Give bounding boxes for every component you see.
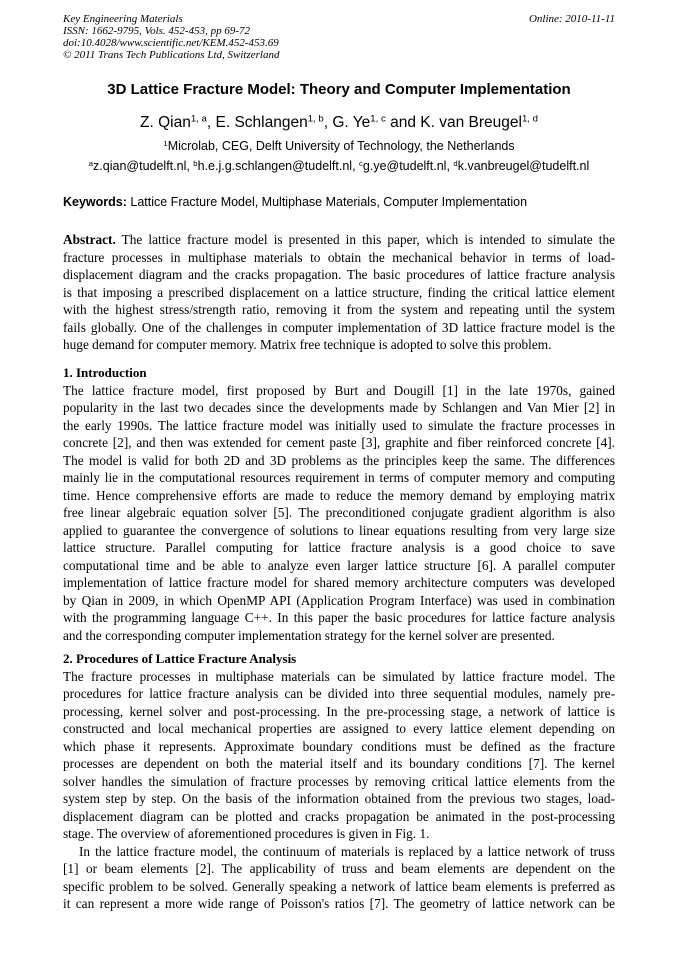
paragraph-line: it can represent a more wide range of Poisson's ratios [7]. The geometry of lattice network can be	[63, 896, 615, 911]
copyright: © 2011 Trans Tech Publications Ltd, Switzerland	[63, 49, 280, 61]
paper-title: 3D Lattice Fracture Model: Theory and Computer Implementation	[107, 81, 571, 98]
paragraph-line: displacement diagram can be plotted and cracks propagation be animated in the post-processing	[63, 808, 615, 824]
paragraph-line: constructed and local mechanical properties are assigned to every lattice element depending on	[63, 721, 615, 736]
author-separator: and	[385, 114, 421, 131]
journal-header	[63, 13, 279, 61]
paragraph-line: processes are dependent on both the material itself and its boundary conditions [7]. The kernel	[63, 756, 615, 771]
journal-name: Key Engineering Materials	[63, 13, 183, 25]
paragraph-line: The fracture processes in multiphase materials can be simulated by lattice fracture model. The	[63, 668, 615, 684]
email-address: h.e.j.g.schlangen@tudelft.nl,	[197, 159, 360, 173]
affiliation-text: Microlab, CEG, Delft University of Technology, the Netherlands	[167, 139, 515, 153]
paragraph-line: lattice structure. Parallel computing for lattice fracture analysis is a good choice to save	[63, 540, 615, 555]
author-list	[40, 114, 638, 132]
paragraph-line: In the lattice fracture model, the continuum of materials is replaced by a lattice network of truss	[79, 843, 615, 859]
email-address: z.qian@tudelft.nl,	[93, 159, 194, 173]
abstract-line	[63, 231, 615, 249]
paragraph-line: computational time and be able to analyze even larger lattice structure [6]. A parallel computer	[63, 557, 615, 573]
abstract-label: Abstract.	[63, 232, 116, 247]
affiliation-sup: 1	[163, 138, 168, 148]
paragraph-line: mainly lie in the computational resources requirement in terms of computer memory and computing	[63, 470, 615, 485]
section-procedures	[63, 650, 615, 913]
email-sup: a	[88, 158, 94, 168]
author-name: E. Schlangen	[215, 114, 308, 131]
author-name: G. Ye	[332, 114, 371, 131]
paragraph-line: [1] or beam elements [2]. The applicability of truss and beam elements are dependent on the	[63, 861, 615, 876]
abstract	[63, 231, 615, 354]
author-sup: 1, c	[370, 113, 386, 125]
affiliation	[40, 139, 638, 153]
author-separator: ,	[206, 114, 216, 131]
doi: doi:10.4028/www.scientific.net/KEM.452-453.69	[63, 37, 279, 49]
paragraph-line: solver handles the simulation of fracture processes by removing critical lattice elements from the	[63, 773, 615, 789]
paragraph-line: the early 1990s. The lattice fracture model was initially used to simulate the fracture processes in	[63, 417, 615, 433]
abstract-line: with the highest stress/strength ratio, removing it from the system and repeating until the system	[63, 302, 615, 317]
paragraph-line: time. Hence comprehensive efforts are made to reduce the memory demand by employing matrix	[63, 487, 615, 503]
paragraph-line: stage. The overview of aforementioned procedures is given in Fig. 1.	[63, 826, 430, 841]
keywords	[63, 195, 527, 209]
section-introduction	[63, 364, 615, 644]
online-date: Online: 2010-11-11	[528, 13, 615, 25]
author-name: Z. Qian	[140, 114, 191, 131]
paragraph-line: processing, kernel solver and post-processing. In the pre-processing stage, a network of lattice is	[63, 703, 615, 719]
paragraph-line: The model is valid for both 2D and 3D problems as the principles keep the same. The differences	[63, 452, 615, 468]
keywords-label: Keywords:	[63, 195, 127, 209]
email-sup: c	[359, 158, 363, 168]
issn: ISSN: 1662-9795, Vols. 452-453, pp 69-72	[63, 25, 250, 37]
paragraph-line: specific problem to be solved. Generally speaking a network of lattice beam elements is preferred as	[63, 878, 615, 894]
paragraph-line: by Qian in 2009, in which OpenMP API (Application Program Interface) was used in combination	[63, 592, 615, 608]
paragraph-line: and the corresponding computer implementation strategy for the kernel solver are presented.	[63, 627, 555, 643]
email-sup: d	[453, 158, 458, 168]
abstract-line: fracture processes in multiphase materials to obtain the mechanical behavior in terms of load-	[63, 249, 615, 265]
author-name: K. van Breugel	[420, 114, 522, 131]
email-address: g.ye@tudelft.nl,	[362, 159, 454, 173]
author-sup: 1, b	[307, 113, 324, 125]
abstract-line: huge demand for computer memory. Matrix free technique is adopted to solve this problem.	[63, 337, 552, 352]
abstract-line: fails globally. One of the challenges in computer implementation of 3D lattice fracture model is the	[63, 319, 615, 335]
author-separator: ,	[323, 114, 333, 131]
email-address: k.vanbreugel@tudelft.nl	[457, 159, 590, 173]
paragraph-line: concrete [2], and then was extended for cement paste [3], graphite and fiber reinforced concrete [4].	[63, 435, 615, 450]
keywords-text: Lattice Fracture Model, Multiphase Materials, Computer Implementation	[126, 195, 528, 209]
abstract-text: The lattice fracture model is presented in this paper, which is intended to simulate the	[115, 232, 615, 247]
paragraph-line: procedures for lattice fracture analysis can be divided into three sequential modules, namely pre-	[63, 686, 615, 701]
paragraph-line: The lattice fracture model, first proposed by Burt and Dougill [1] in the late 1970s, gained	[63, 382, 615, 398]
author-sup: 1, d	[521, 113, 538, 125]
paragraph-line: free linear algebraic equation solver [5]. The preconditioned conjugate gradient algorithm is also	[63, 505, 615, 520]
author-sup: 1, a	[190, 113, 207, 125]
paragraph-line: which phase it represents. Approximate boundary conditions must be defined as the fracture	[63, 738, 615, 754]
email-sup: b	[193, 158, 198, 168]
paragraph-line: applied to guarantee the convergence of solutions to linear equations resulting from very large size	[63, 522, 615, 538]
paragraph-line: system step by step. On the basis of the information obtained from the previous two stages, load-	[63, 791, 615, 806]
paragraph-line: with the programming language C++. In this paper the basic procedures for lattice facture analysis	[63, 610, 615, 625]
abstract-line: is that imposing a prescribed displacement on a lattice structure, finding the critical lattice element	[63, 284, 615, 300]
abstract-line: displacement diagram and the cracks propagation. The basic procedures of lattice fracture analysis	[63, 267, 615, 282]
paragraph-line: implementation of lattice fracture model for shared memory architecture computers was developed	[63, 575, 615, 590]
section-heading: 1. Introduction	[63, 365, 147, 380]
paragraph-line: popularity in the last two decades since the developments made by Schlangen and Van Mier [2] in	[63, 400, 615, 415]
email-list	[40, 159, 638, 173]
section-heading: 2. Procedures of Lattice Fracture Analysis	[63, 651, 297, 666]
